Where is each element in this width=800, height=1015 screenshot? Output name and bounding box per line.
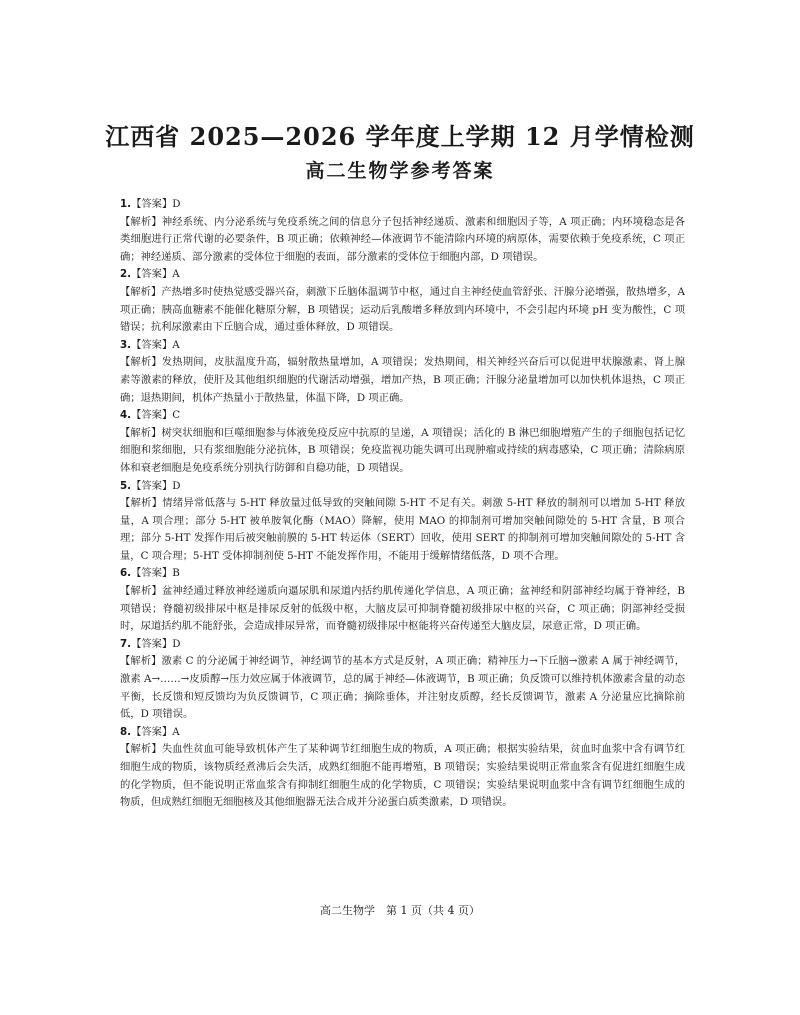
answer-item-7 — [120, 636, 685, 724]
analysis-text: 【解析】情绪异常低落与 5-HT 释放量过低导致的突触间隙 5-HT 不足有关。刺激 5-HT 释放的制剂可以增加 5-HT 释放量，A 项合理；部分 5-HT 被单胺氧化酶（MAO）降解，使用 MAO 的抑制剂可增加突触间隙处的 5-HT 含量，B 项合理；部分 5-HT 发挥作用后被突触前膜的 5-HT 转运体（SERT）回收，使用 SERT 的抑制剂可增加突触间隙处的 5-HT 含量，C 项合理；5-HT 受体抑制剂使 5-HT 不能发挥作用，不能用于缓解情绪低落，D 项不合理。 — [120, 497, 685, 562]
answer-key: 【答案】D — [131, 637, 181, 650]
analysis-text: 【解析】产热增多时使热觉感受器兴奋，刺激下丘脑体温调节中枢，通过自主神经使血管舒张、汗腺分泌增强，散热增多，A 项正确；胰高血糖素不能催化糖原分解，B 项错误；运动后乳酸增多释放到内环境中，不会引起内环境 pH 变为酸性，C 项错误；抗利尿激素由下丘脑合成，通过垂体释放，D 项错误。 — [120, 285, 685, 334]
answer-key: 【答案】C — [131, 409, 181, 422]
question-number: 5. — [120, 479, 132, 492]
answer-item-6 — [120, 565, 685, 635]
answer-item-8 — [120, 724, 685, 812]
answer-key: 【答案】B — [131, 567, 180, 580]
question-number: 3. — [120, 338, 132, 351]
answer-key: 【答案】D — [131, 479, 181, 492]
page-subtitle: 高二生物学参考答案 — [305, 160, 495, 182]
question-number: 8. — [120, 725, 132, 738]
analysis-text: 【解析】盆神经通过释放神经递质向逼尿肌和尿道内括约肌传递化学信息，A 项正确；盆神经和阴部神经均属于脊神经，B 项错误；脊髓初级排尿中枢是排尿反射的低级中枢，大脑皮层可抑制脊髓初级排尿中枢的兴奋，C 项正确；阴部神经受损时，尿道括约肌不能舒张，会造成排尿异常，而脊髓初级排尿中枢能将兴奋传递至大脑皮层，尿意正常，D 项正确。 — [120, 585, 685, 633]
answer-item-3 — [120, 337, 685, 407]
question-number: 7. — [120, 637, 132, 650]
answer-key: 【答案】A — [131, 725, 180, 738]
answer-item-2 — [120, 266, 685, 336]
question-number: 6. — [120, 567, 132, 580]
analysis-text: 【解析】激素 C 的分泌属于神经调节，神经调节的基本方式是反射，A 项正确；精神压力→下丘脑→激素 A 属于神经调节，激素 A→……→皮质醇→压力效应属于体液调节，总的属于神经—体液调节，B 项正确；负反馈可以维持机体激素含量的动态平衡，长反馈和短反馈均为负反馈调节，C 项正确；摘除垂体，并注射皮质醇，经长反馈调节，激素 A 分泌量应比摘除前低，D 项错误。 — [120, 655, 685, 721]
analysis-text: 【解析】失血性贫血可能导致机体产生了某种调节红细胞生成的物质，A 项正确；根据实验结果，贫血时血浆中含有调节红细胞生成的物质，该物质经煮沸后会失活，成熟红细胞不能再增殖，B 项错误；实验结果说明正常血浆含有促进红细胞生成的化学物质，但不能说明正常血浆含有抑制红细胞生成的化学物质，C 项错误；实验结果说明血浆中含有调节红细胞生成的物质，但成熟红细胞无细胞核及其他细胞器无法合成并分泌蛋白质类激素，D 项错误。 — [120, 743, 685, 809]
analysis-text: 【解析】发热期间，皮肤温度升高，辐射散热量增加，A 项错误；发热期间，相关神经兴奋后可以促进甲状腺激素、肾上腺素等激素的释放，使肝及其他组织细胞的代谢活动增强，增加产热，B 项正确；汗腺分泌量增加可以加快机体退热，C 项正确；退热期间，机体产热量小于散热量，体温下降，D 项正确。 — [120, 356, 685, 404]
answer-key: 【答案】A — [131, 338, 180, 351]
page-footer: 高二生物学 第 1 页（共 4 页） — [320, 904, 480, 917]
question-number: 4. — [120, 409, 132, 422]
analysis-text: 【解析】树突状细胞和巨噬细胞参与体液免疫反应中抗原的呈递，A 项错误；活化的 B 淋巴细胞增殖产生的子细胞包括记忆细胞和浆细胞，只有浆细胞能分泌抗体，B 项错误；免疫监视功能失调可出现肿瘤或持续的病毒感染，C 项正确；清除病原体和衰老细胞是免疫系统分别执行防御和自稳功能，D 项错误。 — [120, 426, 685, 474]
analysis-text: 【解析】神经系统、内分泌系统与免疫系统之间的信息分子包括神经递质、激素和细胞因子等，A 项正确；内环境稳态是各类细胞进行正常代谢的必要条件，B 项正确；依赖神经—体液调节不能清除内环境的病原体，需要依赖于免疫系统，C 项正确；神经递质、部分激素的受体位于细胞的表面，部分激素的受体位于细胞内部，D 项错误。 — [120, 215, 685, 263]
answer-key: 【答案】A — [131, 268, 180, 281]
answer-key: 【答案】D — [131, 198, 181, 210]
question-number: 1. — [120, 198, 132, 210]
page-title: 江西省 2025—2026 学年度上学期 12 月学情检测 — [105, 122, 695, 151]
answer-item-1 — [120, 196, 685, 266]
answer-list — [120, 196, 685, 812]
answer-item-5 — [120, 478, 685, 566]
answer-item-4 — [120, 407, 685, 477]
question-number: 2. — [120, 268, 132, 281]
